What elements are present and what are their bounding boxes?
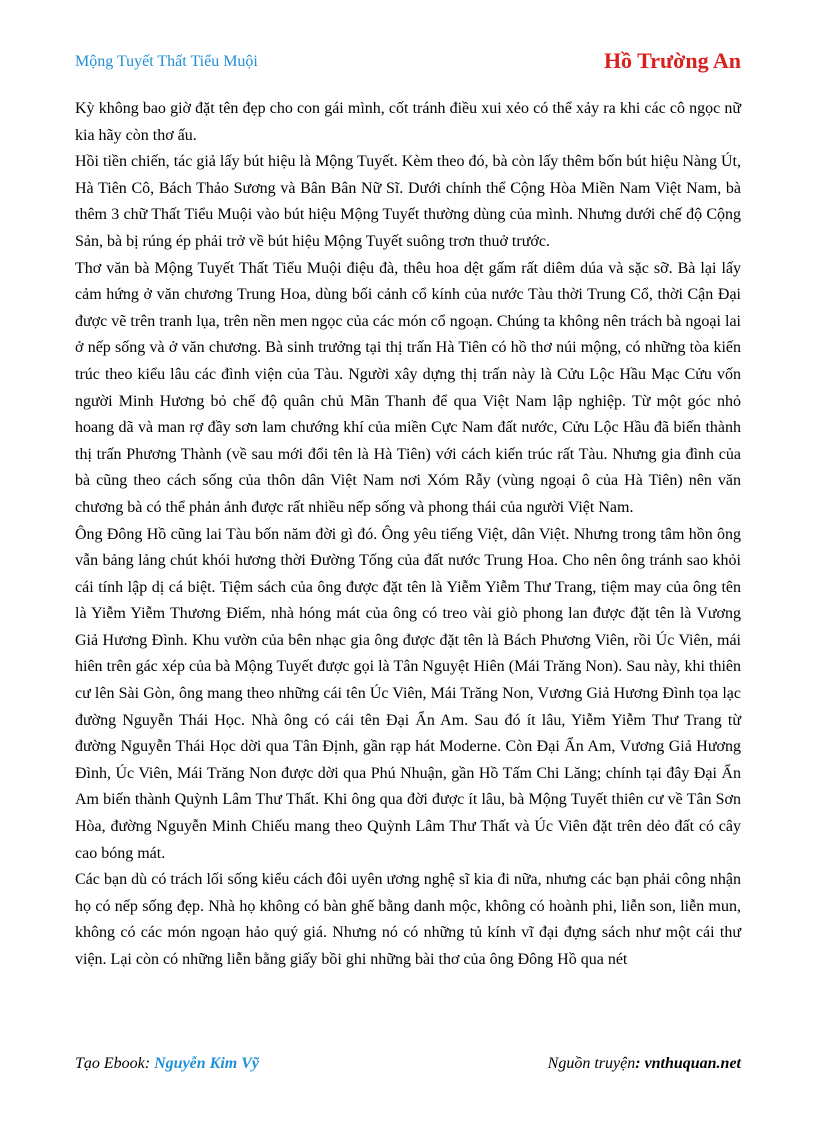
page-header: [75, 48, 741, 78]
paragraph: Thơ văn bà Mộng Tuyết Thất Tiểu Muội điệu đà, thêu hoa dệt gấm rất diêm dúa và sặc sỡ. Bà lại lấy cảm hứng ở văn chương Trung Hoa, dùng bối cảnh cổ kính của nước Tàu thời Trung Cổ, thời Cận Đại được vẽ trên tranh lụa, trên nền men ngọc của các món cổ ngoạn. Chúng ta không nên trách bà ngoại lai ở nếp sống và ở văn chương. Bà sinh trưởng tại thị trấn Hà Tiên có hồ thơ núi mộng, có những tòa kiến trúc theo kiểu lâu các đình viện của Tàu. Người xây dựng thị trấn này là Cửu Lộc Hầu Mạc Cửu vốn người Minh Hương bỏ chế độ quân chủ Mãn Thanh để qua Việt Nam lập nghiệp. Từ một góc nhỏ hoang dã và man rợ đầy sơn lam chướng khí của miền Cực Nam đất nước, Cửu Lộc Hầu đã biến thành thị trấn Phương Thành (về sau mới đổi tên là Hà Tiên) với cách kiến trúc rất Tàu. Nhưng gia đình của bà cũng theo cách sống của thôn dân Việt Nam nơi Xóm Rẫy (vùng ngoại ô của Hà Tiên) nên văn chương bà có thể phản ảnh được rất nhiều nếp sống và phong thái của người Việt Nam.: [75, 259, 741, 516]
ebook-label: Tạo Ebook: [75, 1055, 145, 1072]
ebook-credit: [75, 1055, 259, 1073]
source-credit: [548, 1055, 741, 1073]
ebook-separator: :: [144, 1055, 155, 1072]
paragraph: Các bạn dù có trách lối sống kiểu cách đôi uyên ương nghệ sĩ kia đi nữa, nhưng các bạn phải công nhận họ có nếp sống đẹp. Nhà họ không có bàn ghế bằng danh mộc, không có hoành phi, liễn son, liễn mun, không có các món ngoạn hảo quý giá. Nhưng nó có những tủ kính vĩ đại đựng sách như một cái thư viện. Lại còn có những liễn bằng giấy bồi ghi những bài thơ của ông Đông Hồ qua nét: [75, 871, 741, 968]
paragraph: Ông Đông Hồ cũng lai Tàu bốn năm đời gì đó. Ông yêu tiếng Việt, dân Việt. Nhưng trong tâm hồn ông vẫn bảng lảng chút khói hương thời Đường Tống của đất nước Trung Hoa. Cho nên ông tránh sao khỏi cái tính lập dị cá biệt. Tiệm sách của ông được đặt tên là Yiễm Yiễm Thư Trang, tiệm may của ông tên là Yiễm Yiễm Thương Điếm, nhà hóng mát của ông có treo vài giò phong lan được đặt tên là Vương Giả Hương Đình. Khu vườn của bên nhạc gia ông được đặt tên là Bách Phương Viên, rồi Úc Viên, mái hiên trên gác xép của bà Mộng Tuyết được gọi là Tân Nguyệt Hiên (Mái Trăng Non). Sau này, khi thiên cư lên Sài Gòn, ông mang theo những cái tên Úc Viên, Mái Trăng Non, Vương Giả Hương Đình tọa lạc đường Nguyễn Thái Học. Nhà ông có cái tên Đại Ẩn Am. Sau đó ít lâu, Yiễm Yiễm Thư Trang từ đường Nguyễn Thái Học dời qua Tân Định, gần rạp hát Moderne. Còn Đại Ẩn Am, Vương Giả Hương Đình, Úc Viên, Mái Trăng Non được dời qua Phú Nhuận, gần Hồ Tấm Chi Lăng; chính tại đây Đại Ẩn Am biến thành Quỳnh Lâm Thư Thất. Khi ông qua đời được ít lâu, bà Mộng Tuyết thiên cư về Tân Sơn Hòa, đường Nguyễn Minh Chiếu mang theo Quỳnh Lâm Thư Thất và Úc Viên đặt trên dẻo đất có cây cao bóng mát.: [75, 525, 741, 862]
source-site-link[interactable]: vnthuquan.net: [644, 1055, 741, 1072]
ebook-editor-name: Nguyễn Kim Vỹ: [154, 1055, 259, 1072]
book-title: Mộng Tuyết Thất Tiểu Muội: [75, 53, 258, 70]
body-text: [75, 96, 741, 974]
source-label: Nguồn truyện: [547, 1055, 636, 1072]
page-footer: [75, 1055, 741, 1079]
author-name: Hồ Trường An: [603, 48, 741, 73]
paragraph: Hồi tiền chiến, tác giả lấy bút hiệu là Mộng Tuyết. Kèm theo đó, bà còn lấy thêm bốn bút hiệu Nàng Út, Hà Tiên Cô, Bách Thảo Sương và Bân Bân Nữ Sĩ. Dưới chính thể Cộng Hòa Miền Nam Việt Nam, bà thêm 3 chữ Thất Tiểu Muội vào bút hiệu Mộng Tuyết thường dùng của mình. Nhưng dưới chế độ Cộng Sản, bà bị rúng ép phải trở về bút hiệu Mộng Tuyết suông trơn thuở trước.: [75, 153, 741, 250]
paragraph: Kỳ không bao giờ đặt tên đẹp cho con gái mình, cốt tránh điều xui xẻo có thể xảy ra khi các cô ngọc nữ kia hãy còn thơ ấu.: [75, 100, 741, 144]
source-separator: :: [635, 1055, 645, 1072]
